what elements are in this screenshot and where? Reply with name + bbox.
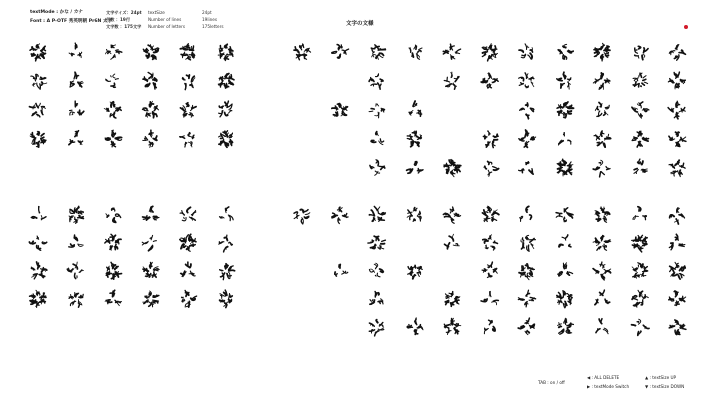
kana-pattern-glyph-icon: [103, 100, 123, 120]
kana-pattern-glyph-icon: [405, 129, 425, 149]
kana-pattern-glyph-icon: [178, 42, 198, 62]
kana-pattern-glyph-icon: [630, 158, 650, 178]
kana-pattern-glyph-icon: [330, 205, 350, 225]
kana-pattern-glyph-icon: [592, 129, 612, 149]
kana-pattern-glyph-icon: [517, 233, 537, 253]
tab-toggle-hint: TAB : on / off: [538, 380, 565, 385]
kana-pattern-glyph-icon: [592, 71, 612, 91]
kana-pattern-glyph-icon: [555, 317, 575, 337]
setting-labels: 文字サイズ：24pt 行数 ：19行 文字数 ：175文字: [106, 10, 142, 29]
kana-pattern-glyph-icon: [178, 233, 198, 253]
kana-pattern-glyph-icon: [555, 100, 575, 120]
kana-pattern-glyph-icon: [141, 261, 161, 281]
kana-pattern-glyph-icon: [178, 205, 198, 225]
kana-pattern-glyph-icon: [442, 289, 462, 309]
kana-pattern-glyph-icon: [367, 317, 387, 337]
kana-pattern-glyph-icon: [103, 233, 123, 253]
kana-pattern-glyph-icon: [630, 71, 650, 91]
kana-pattern-glyph-icon: [216, 71, 236, 91]
kana-pattern-glyph-icon: [405, 100, 425, 120]
kana-pattern-glyph-icon: [367, 289, 387, 309]
kana-pattern-glyph-icon: [216, 129, 236, 149]
kana-pattern-glyph-icon: [442, 233, 462, 253]
kana-pattern-glyph-icon: [592, 261, 612, 281]
kana-pattern-glyph-icon: [103, 129, 123, 149]
kana-pattern-glyph-icon: [442, 158, 462, 178]
kana-pattern-glyph-icon: [480, 317, 500, 337]
kana-pattern-glyph-icon: [216, 205, 236, 225]
kana-pattern-glyph-icon: [480, 233, 500, 253]
kana-pattern-glyph-icon: [442, 42, 462, 62]
kana-pattern-glyph-icon: [178, 71, 198, 91]
kana-pattern-glyph-icon: [667, 289, 687, 309]
kana-pattern-glyph-icon: [141, 233, 161, 253]
kana-pattern-glyph-icon: [667, 317, 687, 337]
kana-pattern-glyph-icon: [367, 205, 387, 225]
kana-pattern-glyph-icon: [141, 100, 161, 120]
kana-pattern-glyph-icon: [630, 205, 650, 225]
kana-pattern-glyph-icon: [555, 71, 575, 91]
kana-pattern-glyph-icon: [480, 129, 500, 149]
kana-pattern-glyph-icon: [216, 233, 236, 253]
kana-pattern-glyph-icon: [178, 261, 198, 281]
text-mode-switch-hint: ▶ : textMode Switch: [587, 384, 630, 389]
kana-pattern-glyph-icon: [517, 261, 537, 281]
text-size-down-hint: ▼ : textSize DOWN: [645, 384, 685, 389]
kana-pattern-glyph-icon: [442, 317, 462, 337]
kana-pattern-glyph-icon: [667, 158, 687, 178]
font-label: Font : A P-OTF 秀英明朝 Pr6N 太字: [30, 19, 113, 24]
kana-pattern-glyph-icon: [517, 289, 537, 309]
kana-pattern-glyph-icon: [630, 129, 650, 149]
kana-pattern-glyph-icon: [103, 205, 123, 225]
kana-pattern-glyph-icon: [141, 205, 161, 225]
kana-pattern-glyph-icon: [405, 317, 425, 337]
kana-pattern-glyph-icon: [367, 100, 387, 120]
kana-pattern-glyph-icon: [667, 233, 687, 253]
kana-pattern-glyph-icon: [555, 205, 575, 225]
kana-pattern-glyph-icon: [66, 42, 86, 62]
setting-values: 24pt 19lines 175letters: [202, 10, 224, 29]
kana-pattern-glyph-icon: [178, 100, 198, 120]
kana-pattern-glyph-icon: [178, 289, 198, 309]
kana-pattern-glyph-icon: [480, 289, 500, 309]
kana-pattern-glyph-icon: [66, 100, 86, 120]
kana-pattern-glyph-icon: [28, 205, 48, 225]
kana-pattern-glyph-icon: [367, 71, 387, 91]
kana-pattern-glyph-icon: [66, 71, 86, 91]
kana-pattern-glyph-icon: [555, 158, 575, 178]
kana-pattern-glyph-icon: [442, 71, 462, 91]
kana-pattern-glyph-icon: [630, 100, 650, 120]
kana-pattern-glyph-icon: [480, 42, 500, 62]
all-delete-hint: ◀ : ALL DELETE: [587, 375, 620, 380]
kana-pattern-glyph-icon: [592, 100, 612, 120]
kana-pattern-glyph-icon: [480, 158, 500, 178]
kana-pattern-glyph-icon: [28, 289, 48, 309]
kana-pattern-glyph-icon: [405, 261, 425, 281]
kana-pattern-glyph-icon: [216, 261, 236, 281]
kana-pattern-glyph-icon: [28, 100, 48, 120]
kana-pattern-glyph-icon: [178, 129, 198, 149]
kana-pattern-glyph-icon: [28, 233, 48, 253]
kana-pattern-glyph-icon: [28, 261, 48, 281]
kana-pattern-glyph-icon: [480, 205, 500, 225]
record-indicator: [684, 25, 688, 29]
kana-pattern-glyph-icon: [330, 261, 350, 281]
kana-pattern-glyph-icon: [667, 71, 687, 91]
kana-pattern-glyph-icon: [480, 71, 500, 91]
kana-pattern-glyph-icon: [667, 100, 687, 120]
kana-pattern-glyph-icon: [555, 289, 575, 309]
kana-pattern-glyph-icon: [141, 289, 161, 309]
kana-pattern-glyph-icon: [555, 42, 575, 62]
kana-pattern-glyph-icon: [367, 129, 387, 149]
kana-pattern-glyph-icon: [667, 261, 687, 281]
setting-names: textSize Number of lines Number of letters: [148, 10, 186, 29]
kana-pattern-glyph-icon: [103, 42, 123, 62]
text-mode-label: textMode : かな / カナ: [30, 10, 83, 15]
kana-pattern-glyph-icon: [28, 129, 48, 149]
page-title: 文字の文様: [346, 21, 374, 27]
kana-pattern-glyph-icon: [592, 158, 612, 178]
kana-pattern-glyph-icon: [66, 205, 86, 225]
kana-pattern-glyph-icon: [442, 205, 462, 225]
kana-pattern-glyph-icon: [592, 42, 612, 62]
kana-pattern-glyph-icon: [66, 129, 86, 149]
kana-pattern-glyph-icon: [630, 261, 650, 281]
kana-pattern-glyph-icon: [630, 233, 650, 253]
kana-pattern-glyph-icon: [592, 233, 612, 253]
kana-pattern-glyph-icon: [630, 317, 650, 337]
kana-pattern-glyph-icon: [405, 158, 425, 178]
kana-pattern-glyph-icon: [103, 289, 123, 309]
kana-pattern-glyph-icon: [66, 261, 86, 281]
kana-pattern-glyph-icon: [141, 42, 161, 62]
kana-pattern-glyph-icon: [592, 205, 612, 225]
kana-pattern-glyph-icon: [555, 233, 575, 253]
kana-pattern-glyph-icon: [517, 158, 537, 178]
kana-pattern-glyph-icon: [667, 129, 687, 149]
kana-pattern-glyph-icon: [517, 129, 537, 149]
kana-pattern-glyph-icon: [66, 289, 86, 309]
kana-pattern-glyph-icon: [141, 71, 161, 91]
kana-pattern-glyph-icon: [330, 42, 350, 62]
kana-pattern-glyph-icon: [141, 129, 161, 149]
kana-pattern-glyph-icon: [367, 42, 387, 62]
kana-pattern-glyph-icon: [667, 205, 687, 225]
kana-pattern-glyph-icon: [103, 71, 123, 91]
kana-pattern-glyph-icon: [592, 317, 612, 337]
kana-pattern-glyph-icon: [517, 100, 537, 120]
kana-pattern-glyph-icon: [367, 158, 387, 178]
kana-pattern-glyph-icon: [405, 205, 425, 225]
kana-pattern-glyph-icon: [630, 42, 650, 62]
kana-pattern-glyph-icon: [28, 42, 48, 62]
kana-pattern-glyph-icon: [592, 289, 612, 309]
kana-pattern-glyph-icon: [292, 205, 312, 225]
kana-pattern-glyph-icon: [66, 233, 86, 253]
kana-pattern-glyph-icon: [517, 317, 537, 337]
kana-pattern-glyph-icon: [555, 129, 575, 149]
kana-pattern-glyph-icon: [216, 100, 236, 120]
kana-pattern-glyph-icon: [517, 42, 537, 62]
text-size-up-hint: ▲ : textSize UP: [645, 375, 677, 380]
kana-pattern-glyph-icon: [28, 71, 48, 91]
kana-pattern-glyph-icon: [517, 71, 537, 91]
kana-pattern-glyph-icon: [405, 42, 425, 62]
kana-pattern-glyph-icon: [216, 42, 236, 62]
kana-pattern-glyph-icon: [367, 233, 387, 253]
kana-pattern-glyph-icon: [517, 205, 537, 225]
kana-pattern-glyph-icon: [292, 42, 312, 62]
kana-pattern-glyph-icon: [480, 261, 500, 281]
kana-pattern-glyph-icon: [103, 261, 123, 281]
kana-pattern-glyph-icon: [667, 42, 687, 62]
kana-pattern-glyph-icon: [367, 261, 387, 281]
kana-pattern-glyph-icon: [216, 289, 236, 309]
kana-pattern-glyph-icon: [630, 289, 650, 309]
kana-pattern-glyph-icon: [330, 100, 350, 120]
kana-pattern-glyph-icon: [555, 261, 575, 281]
